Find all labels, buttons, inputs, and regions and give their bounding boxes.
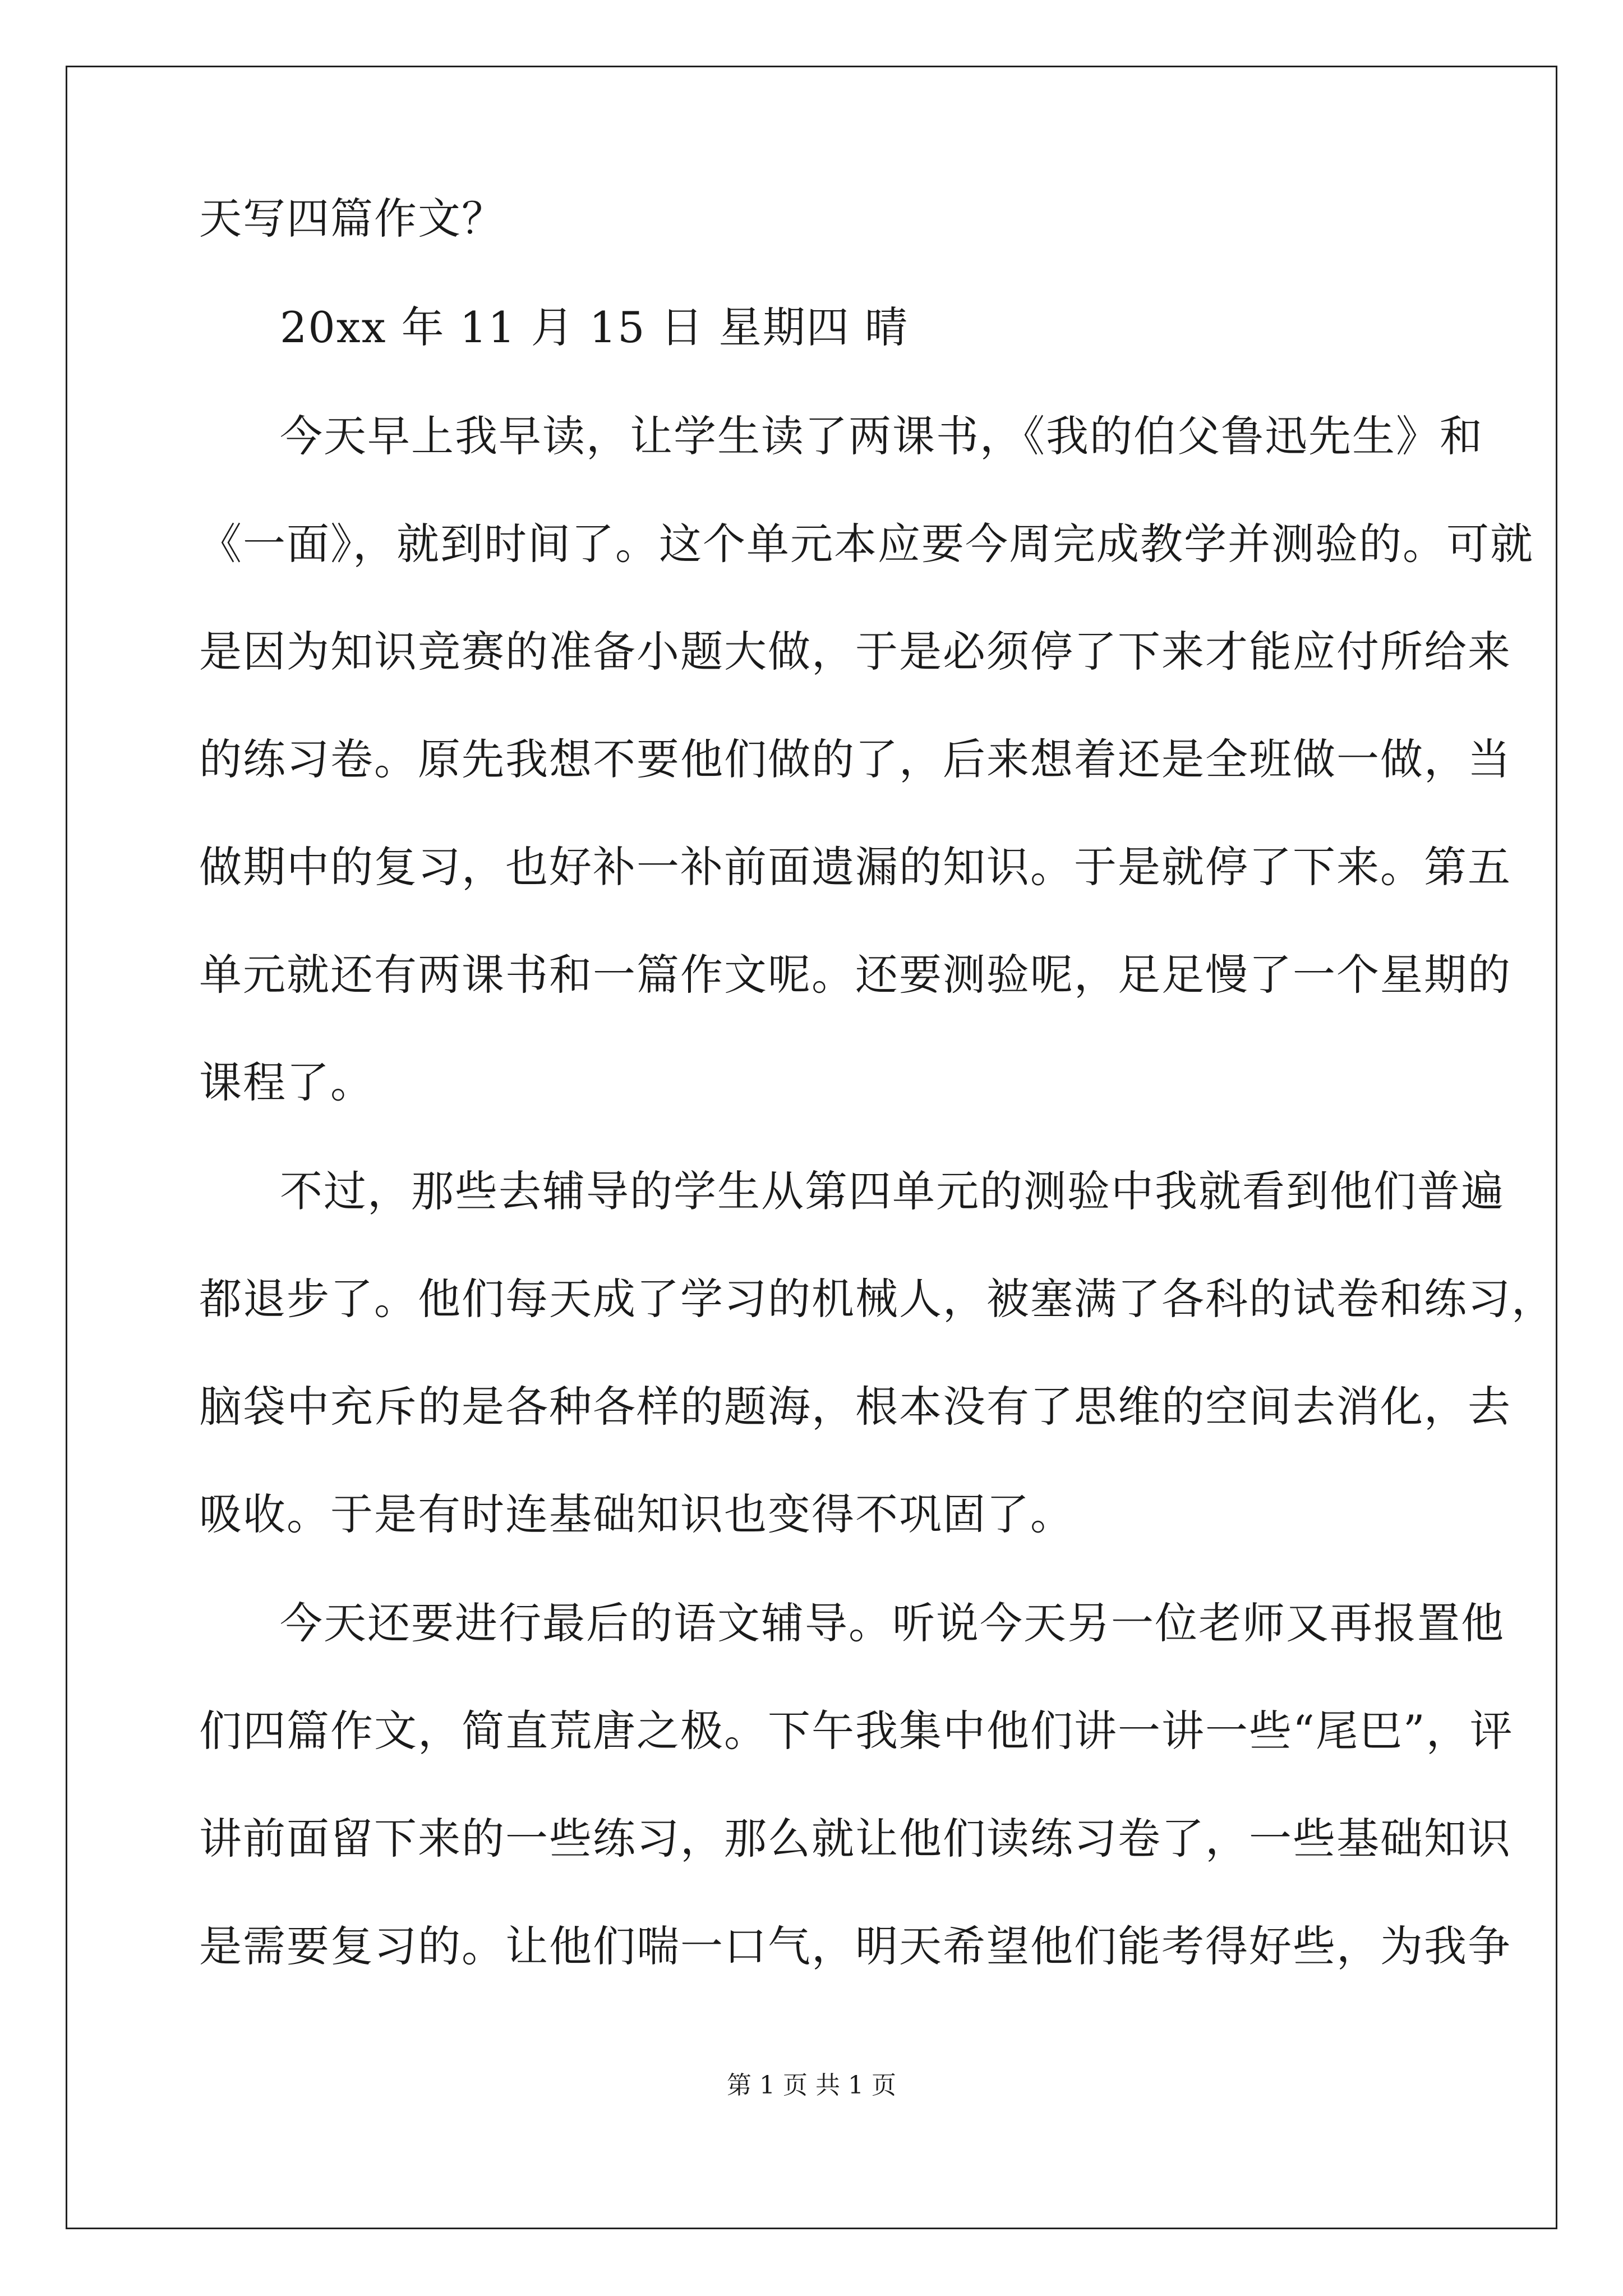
text-line: 讲前面留下来的一些练习，那么就让他们读练习卷了，一些基础知识 <box>199 1814 1511 1864</box>
text-line: 做期中的复习，也好补一补前面遗漏的知识。于是就停了下来。第五 <box>199 842 1511 892</box>
text-line: 不过，那些去辅导的学生从第四单元的测验中我就看到他们普遍 <box>280 1166 1505 1216</box>
text-line: 今天还要进行最后的语文辅导。听说今天另一位老师又再报置他 <box>280 1598 1505 1648</box>
text-line: 脑袋中充斥的是各种各样的题海，根本没有了思维的空间去消化，去 <box>199 1382 1511 1432</box>
text-line: 的练习卷。原先我想不要他们做的了，后来想着还是全班做一做，当 <box>199 734 1511 784</box>
text-line: 吸收。于是有时连基础知识也变得不巩固了。 <box>199 1489 1074 1539</box>
text-line: 都退步了。他们每天成了学习的机械人，被塞满了各科的试卷和练习， <box>199 1274 1555 1324</box>
text-line: 今天早上我早读，让学生读了两课书，《我的伯父鲁迅先生》和 <box>280 411 1483 461</box>
page-border <box>66 66 1557 2229</box>
text-line: 《一面》，就到时间了。这个单元本应要今周完成教学并测验的。可就 <box>199 519 1534 569</box>
text-line: 是需要复习的。让他们喘一口气，明天希望他们能考得好些，为我争 <box>199 1921 1511 1971</box>
diary-date-line: 20xx 年 11 月 15 日 星期四 晴 <box>280 302 909 352</box>
text-line: 天写四篇作文？ <box>199 194 505 243</box>
text-line: 是因为知识竞赛的准备小题大做，于是必须停了下来才能应付所给来 <box>199 627 1511 677</box>
text-line: 单元就还有两课书和一篇作文呢。还要测验呢，足足慢了一个星期的 <box>199 950 1511 1000</box>
page-footer: 第 1 页 共 1 页 <box>727 2071 896 2100</box>
text-line: 们四篇作文，简直荒唐之极。下午我集中他们讲一讲一些“尾巴”，评 <box>199 1706 1514 1756</box>
text-line: 课程了。 <box>199 1057 374 1107</box>
